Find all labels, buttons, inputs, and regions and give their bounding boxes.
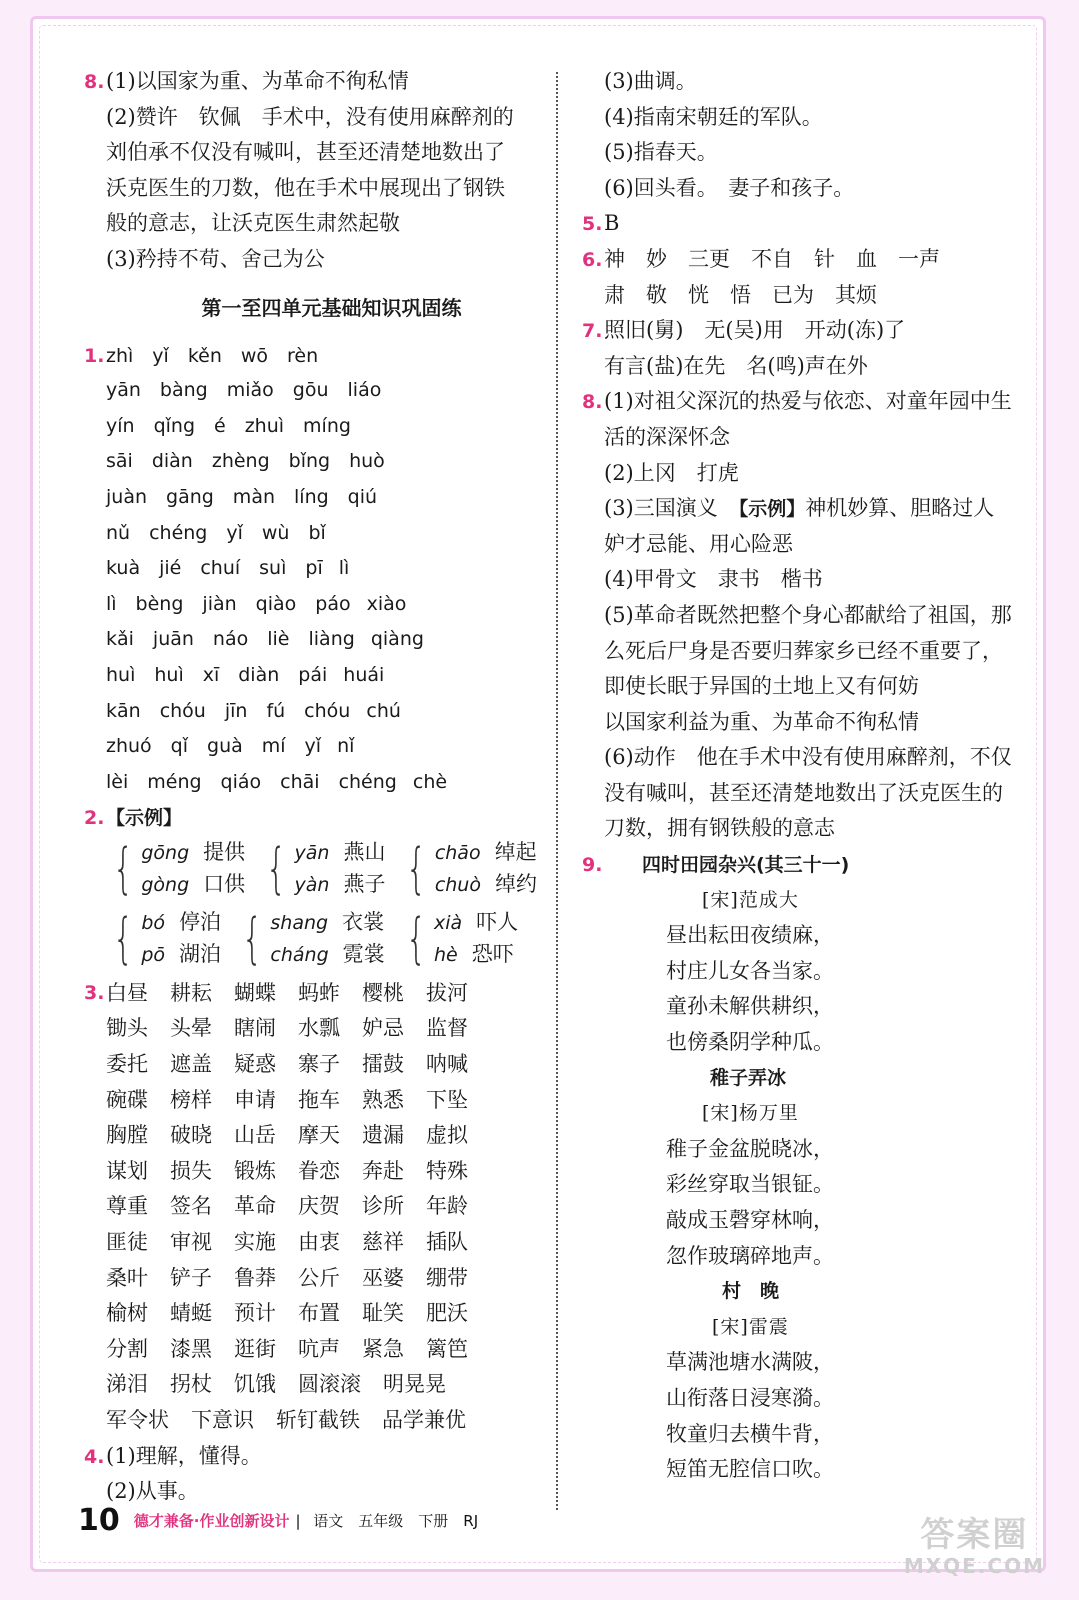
- word: 监督: [426, 1016, 468, 1041]
- word: 紧急: [362, 1336, 404, 1361]
- word: 布置: [298, 1301, 340, 1326]
- pinyin: yān: [294, 841, 330, 864]
- answer-line: (6)动作 他在手术中没有使用麻醉剂，不仅: [604, 745, 1012, 770]
- pinyin: bó: [141, 911, 166, 934]
- brace-icon: {: [405, 906, 427, 970]
- word: 巫婆: [362, 1265, 404, 1290]
- answer-line: (1)以国家为重、为革命不徇私情: [106, 69, 409, 93]
- word: 吭声: [298, 1336, 340, 1361]
- poem-line: 草满池塘水满陂，: [666, 1350, 834, 1375]
- answer-line: 有言(盐)在先 名(鸣)声在外: [604, 353, 868, 378]
- poem-line: 彩丝穿取当银钲。: [666, 1172, 834, 1197]
- polyphone-pair: [259, 837, 385, 901]
- answer-line: (1)理解，懂得。: [106, 1443, 262, 1468]
- pinyin: chuò: [434, 873, 481, 896]
- question-number: 6.: [582, 248, 603, 271]
- pinyin: xià: [434, 911, 463, 934]
- word: 遮盖: [170, 1052, 212, 1077]
- example-label: 【示例】: [106, 807, 183, 830]
- word: 蝴蝶: [234, 980, 276, 1005]
- word: 公斤: [298, 1265, 340, 1290]
- watermark-text: 答案圈: [920, 1515, 1029, 1555]
- polyphone-pair: [399, 907, 519, 971]
- word: 军令状: [106, 1408, 169, 1432]
- question-number: 2.: [84, 807, 105, 830]
- word: 申请: [234, 1087, 276, 1112]
- pinyin: hè: [434, 943, 458, 966]
- answer-line: 般的意志，让沃克医生肃然起敬: [106, 211, 400, 236]
- word: 摩天: [298, 1123, 340, 1148]
- word: 桑叶: [106, 1265, 148, 1290]
- word: 碗碟: [106, 1087, 148, 1112]
- subject-info: | 语文 五年级 下册 RJ: [295, 1511, 479, 1530]
- word: 预计: [234, 1301, 276, 1326]
- word: 拔河: [426, 980, 468, 1005]
- poem-line: 忽作玻璃碎地声。: [666, 1243, 834, 1268]
- word: 停泊: [179, 909, 222, 934]
- word: 下意识: [191, 1408, 254, 1432]
- left-column: [84, 64, 539, 1510]
- poem-line: 牧童归去横牛背，: [666, 1421, 834, 1446]
- example-label: 【示例】: [738, 498, 806, 521]
- brace-icon: {: [112, 906, 134, 970]
- word: 疑惑: [234, 1052, 276, 1077]
- pinyin-line: lì bèng jiàn qiào páo xiào: [106, 592, 407, 615]
- answer-line: 以国家利益为重、为革命不徇私情: [604, 709, 919, 734]
- word: 提供: [203, 839, 246, 864]
- poem-author: [宋]范成大: [702, 888, 799, 911]
- word: 拐杖: [170, 1372, 212, 1397]
- word: 插队: [426, 1230, 468, 1255]
- word: 湖泊: [179, 941, 222, 966]
- word: 绰起: [494, 839, 537, 864]
- poem-line: 稚子金盆脱晓冰，: [666, 1136, 834, 1161]
- pinyin-line: yín qǐng é zhuì míng: [106, 414, 351, 437]
- word: 遗漏: [362, 1123, 404, 1148]
- word: 燕山: [343, 839, 386, 864]
- word: 绷带: [426, 1265, 468, 1290]
- page-footer: [78, 1500, 478, 1540]
- word: 委托: [106, 1052, 148, 1077]
- answer-line: (2)赞许 钦佩 手术中，没有使用麻醉剂的: [106, 104, 514, 129]
- answer-line: (2)从事。: [106, 1479, 199, 1504]
- answer-line: (1)对祖父深沉的热爱与依恋、对童年园中生: [604, 389, 1012, 414]
- answer-line: 么死后尸身是否要归葬家乡已经不重要了，: [604, 638, 1003, 663]
- word: 耕耘: [170, 980, 212, 1005]
- word: 衣裳: [342, 909, 385, 934]
- word: 实施: [234, 1230, 276, 1255]
- question-number: 1.: [84, 344, 105, 367]
- brace-icon: {: [406, 836, 427, 900]
- word: 尊重: [106, 1194, 148, 1219]
- answer-line: 刀数，拥有钢铁般的意志: [604, 816, 835, 841]
- answer-line: [582, 491, 1042, 527]
- answer-line: 即使长眠于异国的土地上又有何妨: [604, 674, 919, 699]
- pinyin-line: juàn gāng màn líng qiú: [106, 485, 378, 508]
- question-number: 7.: [582, 320, 603, 343]
- word: 熟悉: [362, 1087, 404, 1112]
- word: 饥饿: [234, 1372, 276, 1397]
- word: 品学兼优: [382, 1408, 466, 1432]
- word: 胸膛: [106, 1123, 148, 1148]
- word: 铲子: [170, 1265, 212, 1290]
- word: 篱笆: [426, 1336, 468, 1361]
- right-column: [582, 64, 1042, 1488]
- q8-left: [84, 64, 539, 278]
- brace-icon: {: [266, 836, 287, 900]
- polyphone-pair: [399, 837, 537, 901]
- answer-line: (3)曲调。: [604, 69, 697, 93]
- answer-line: 活的深深怀念: [604, 424, 730, 449]
- word: 谋划: [106, 1158, 148, 1183]
- word: 樱桃: [362, 980, 404, 1005]
- word: 水瓢: [298, 1016, 340, 1041]
- polyphone-row: [84, 836, 539, 902]
- word: 年龄: [426, 1194, 468, 1219]
- word: 损失: [170, 1158, 212, 1183]
- answer-line: (5)革命者既然把整个身心都献给了祖国，那: [604, 602, 1012, 627]
- answer-line: (3)矜持不苟、舍己为公: [106, 246, 325, 271]
- word: 霓裳: [342, 941, 385, 966]
- word: 鲁莽: [234, 1265, 276, 1290]
- word: 诊所: [362, 1194, 404, 1219]
- watermark-logo: [904, 1516, 1045, 1578]
- question-number: 8.: [84, 71, 105, 93]
- poem-author: [宋]雷震: [712, 1315, 789, 1338]
- word: 锄头: [106, 1016, 148, 1041]
- word: 斩钉截铁: [276, 1408, 360, 1432]
- word: 圆滚滚: [298, 1372, 361, 1397]
- pinyin-line: kuà jié chuí suì pī lì: [106, 557, 350, 580]
- question-number: 9.: [582, 854, 603, 877]
- poem-line: 山衔落日浸寒漪。: [666, 1385, 834, 1410]
- word: 虚拟: [426, 1123, 468, 1148]
- word: 奔赴: [362, 1158, 404, 1183]
- polyphone-pair: [235, 907, 385, 971]
- pinyin: pō: [141, 943, 166, 966]
- word: 寨子: [298, 1052, 340, 1077]
- poem-author: [宋]杨万里: [702, 1102, 799, 1125]
- answer-line: (2)上冈 打虎: [604, 460, 739, 485]
- pinyin-line: kǎi juān náo liè liàng qiàng: [106, 628, 424, 651]
- word: 革命: [234, 1194, 276, 1219]
- pinyin-line: zhuó qǐ guà mí yǐ nǐ: [106, 735, 355, 758]
- word: 榆树: [106, 1301, 148, 1326]
- word: 由衷: [298, 1230, 340, 1255]
- word: 漆黑: [170, 1336, 212, 1361]
- poem-title: 村 晚: [722, 1280, 780, 1303]
- brace-icon: {: [241, 906, 263, 970]
- pinyin: shang: [270, 911, 329, 934]
- answer-line: 沃克医生的刀数，他在手术中展现出了钢铁: [106, 175, 505, 200]
- pinyin-line: zhì yǐ kěn wō rèn: [106, 344, 319, 367]
- answer-line: 没有喊叫，甚至还清楚地数出了沃克医生的: [604, 780, 1003, 805]
- pinyin-line: sāi diàn zhèng bǐng huò: [106, 450, 385, 473]
- pinyin: gòng: [141, 873, 190, 896]
- word: 匪徒: [106, 1230, 148, 1255]
- page-number: 10: [78, 1502, 120, 1538]
- word: 白昼: [106, 980, 148, 1005]
- answer-line: (6)回头看。 妻子和孩子。: [604, 175, 855, 200]
- example-text: 神机妙算、胆略过人: [805, 496, 995, 521]
- word: 头晕: [170, 1016, 212, 1041]
- answer-line: 肃 敬 恍 悟 已为 其烦: [604, 282, 877, 307]
- word: 庆贺: [298, 1194, 340, 1219]
- word: 慈祥: [362, 1230, 404, 1255]
- word: 逛街: [234, 1336, 276, 1361]
- brace-icon: {: [112, 836, 134, 900]
- word: 眷恋: [298, 1158, 340, 1183]
- word: 吓人: [476, 909, 519, 934]
- answer-line: (4)甲骨文 隶书 楷书: [604, 567, 823, 592]
- word: 擂鼓: [362, 1052, 404, 1077]
- word: 榜样: [170, 1087, 212, 1112]
- question-number: 4.: [84, 1445, 105, 1468]
- polyphone-pair: [106, 837, 245, 901]
- answer-line: 刘伯承不仅没有喊叫，甚至还清楚地数出了: [106, 140, 505, 165]
- answer-line: (4)指南宋朝廷的军队。: [604, 104, 823, 129]
- answer-line: B: [604, 211, 620, 236]
- answer-line: 神 妙 三更 不自 针 血 一声: [604, 246, 940, 271]
- word: 签名: [170, 1194, 212, 1219]
- pinyin-line: yān bàng miǎo gōu liáo: [106, 379, 382, 402]
- polyphone-row: [84, 906, 539, 972]
- word: 蚂蚱: [298, 980, 340, 1005]
- section-title: 第一至四单元基础知识巩固练: [201, 295, 462, 320]
- word: 恐吓: [471, 941, 514, 966]
- word: 分割: [106, 1336, 148, 1361]
- q2: [84, 800, 539, 972]
- column-divider: [556, 72, 558, 1510]
- watermark-url: MXQE.COM: [903, 1554, 1045, 1578]
- word: 妒忌: [362, 1016, 404, 1041]
- question-number: 5.: [582, 213, 603, 236]
- word: 明晃晃: [383, 1372, 446, 1397]
- word: 山岳: [234, 1123, 276, 1148]
- poem-title: 四时田园杂兴(其三十一): [642, 854, 850, 877]
- pinyin: gōng: [141, 841, 190, 864]
- answer-text: (3)三国演义: [604, 496, 739, 521]
- word: 绰约: [494, 871, 537, 896]
- pinyin-line: lèi méng qiáo chāi chéng chè: [106, 770, 448, 793]
- poem-line: 敲成玉磬穿林响，: [666, 1208, 834, 1232]
- pinyin: cháng: [270, 943, 329, 966]
- poem-line: 昼出耘田夜绩麻，: [666, 923, 834, 948]
- word: 肥沃: [426, 1301, 468, 1326]
- word: 耻笑: [362, 1301, 404, 1326]
- word: 拖车: [298, 1087, 340, 1112]
- answer-line: 妒才忌能、用心险恶: [604, 531, 793, 556]
- pinyin-line: kān chóu jīn fú chóu chú: [106, 699, 401, 722]
- pinyin: chāo: [434, 841, 481, 864]
- word: 口供: [203, 871, 246, 896]
- q1: [84, 338, 539, 801]
- word: 瞎闹: [234, 1016, 276, 1041]
- question-number: 8.: [582, 391, 603, 414]
- pinyin: yàn: [294, 873, 330, 896]
- poem-line: 村庄儿女各当家。: [666, 958, 834, 983]
- q9: [582, 847, 1042, 1488]
- polyphone-pair: [106, 907, 221, 971]
- poem-line: 短笛无腔信口吹。: [666, 1457, 834, 1482]
- pinyin-line: huì huì xī diàn pái huái: [106, 663, 385, 686]
- q3: 3. 白昼 耕耘 蝴蝶 蚂蚱 樱桃 拔河 锄头 头晕 瞎闹 水瓢 妒忌 监督 委托 遮盖 疑惑 寨子 擂鼓 呐喊 碗碟 榜样 申请 拖车 熟悉 下坠 胸膛 破晓 山岳 摩天 遗漏 虚拟 谋划 损失 锻炼 眷恋 奔赴 特殊 尊重 签名 革命 庆贺 诊所 年龄 匪徒 审视 实施 由衷 慈祥 插队 桑叶 铲子 鲁莽 公斤 巫婆 绷带 榆树 蜻蜓 预计 布置 耻笑 肥沃 分割 漆黑 逛街 吭声 紧急 篱笆 涕泪 拐杖 饥饿 圆滚滚 明晃晃 军令状 下意识 斩钉截铁 品学兼优: [84, 976, 539, 1439]
- word: 涕泪: [106, 1372, 148, 1397]
- poem-line: 童孙未解供耕织，: [666, 994, 834, 1019]
- word: 特殊: [426, 1158, 468, 1183]
- word: 燕子: [343, 871, 386, 896]
- word: 蜻蜓: [170, 1301, 212, 1326]
- poem-title: 稚子弄冰: [710, 1066, 787, 1089]
- word: 呐喊: [426, 1052, 468, 1077]
- word: 下坠: [426, 1087, 468, 1112]
- pinyin-line: nǔ chéng yǐ wù bǐ: [106, 521, 326, 544]
- answer-line: (5)指春天。: [604, 140, 718, 165]
- answer-line: 照旧(舅) 无(吴)用 开动(冻)了: [604, 318, 906, 343]
- word: 破晓: [170, 1123, 212, 1148]
- word: 审视: [170, 1230, 212, 1255]
- poem-line: 也傍桑阴学种瓜。: [666, 1030, 834, 1055]
- brand-name: 德才兼备·作业创新设计: [133, 1511, 290, 1530]
- word: 锻炼: [234, 1158, 276, 1183]
